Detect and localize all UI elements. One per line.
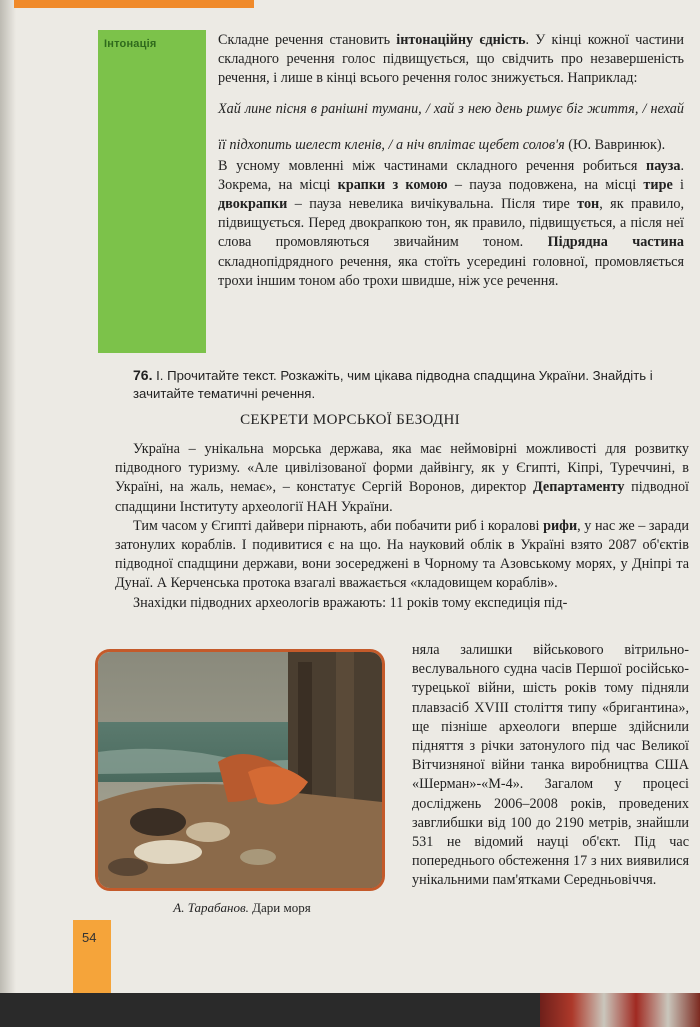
example-sentence: Хай лине пісня в ранішні тумани, / хай з нею день римує біг життя, / нехай її підхопить шелест кленів, / а ніч вплітає щебет солов'я (Ю. Вавринюк). — [218, 100, 684, 153]
exercise-text: І. Прочитайте текст. Розкажіть, чим цікава підводна спадщина України. Знайдіть і зачитайте тематичні речення. — [133, 368, 653, 401]
exercise-number: 76. — [133, 367, 153, 383]
sea-painting — [98, 652, 382, 888]
text-title: СЕКРЕТИ МОРСЬКОЇ БЕЗОДНІ — [240, 412, 460, 428]
page-binding-shadow — [0, 0, 16, 993]
reading-paragraph-3-cont: няла залишки військового вітрильно-веслувального судна часів Першої російсько-турецької війни, шість років тому підняли плавзасіб XVIII століття типу «бригантина», ще пізніше археологи вперше здійснили підняття з річки затонулого під час Великої Вітчизняної війни танка виробництва США «Шерман»-«М-4». Загалом у процесі досліджень 2006–2008 років, проведених завглибшки від 100 до 2190 метрів, знайшли 531 не відомий науці об'єкт. Під час попереднього обстеження 17 з них виявилися унікальними пам'ятками Середньовіччя. — [412, 642, 689, 889]
reading-paragraph-3: Знахідки підводних археологів вражають: 11 років тому експедиція під- — [133, 594, 568, 611]
reading-text — [115, 440, 689, 613]
theory-sidebar — [98, 30, 206, 353]
term-intonation-unity: інтонаційну єдність — [396, 32, 526, 48]
theory-paragraph-2: В усному мовленні між частинами складного речення робиться пауза. Зокрема, на місці крапки з комою – пауза подовжена, на місці тире і двокрапки – пауза невелика вичікувальна. Після тире тон, як правило, підвищується. Перед двокрапкою тон, як правило, підвищується, а після неї слова промовляються звичайним тоном. Підрядна частина складнопідрядного речення, яка стоїть усередині головної, промовляється трохи іншим тоном або трохи швидше, ніж усе речення. — [218, 157, 684, 289]
painting-caption: А. Тарабанов. Дари моря — [173, 900, 311, 915]
theory-paragraph-1: Складне речення становить інтонаційну єдність. У кінці кожної частини складного речення голос підвищується, що свідчить про незавершеність речення, і лише в кінці всього речення голос знижується. Наприклад: — [218, 32, 685, 87]
reading-paragraph-1: Україна – унікальна морська держава, яка має неймовірні можливості для розвитку підводного туризму. «Але цивілізованої форми дайвінгу, як у Єгипті, Кіпрі, Туреччині, в Україні, на жаль, немає», – констатує Сергій Воронов, директор Департаменту підводної спадщини Інституту археології НАН України. — [115, 441, 690, 515]
painting-image — [98, 652, 382, 888]
exercise-76 — [133, 366, 689, 403]
reading-paragraph-2: Тим часом у Єгипті дайвери пірнають, аби побачити риб і коралові рифи, у нас же – заради затонулих кораблів. І подивитися є на що. На науковий облік в Україні взято 2087 об'єктів підводної спадщини держави, вони зосереджені в Чорному та Азовському морях, у Дніпрі та Дунаї. А Керченська протока взагалі вважається «кладовищем кораблів». — [115, 517, 690, 592]
sidebar-label: Інтонація — [104, 38, 157, 50]
top-decor-stripe — [14, 0, 254, 8]
next-page-edge — [540, 993, 700, 1027]
page-number: 54 — [82, 930, 97, 945]
theory-block — [218, 31, 684, 291]
